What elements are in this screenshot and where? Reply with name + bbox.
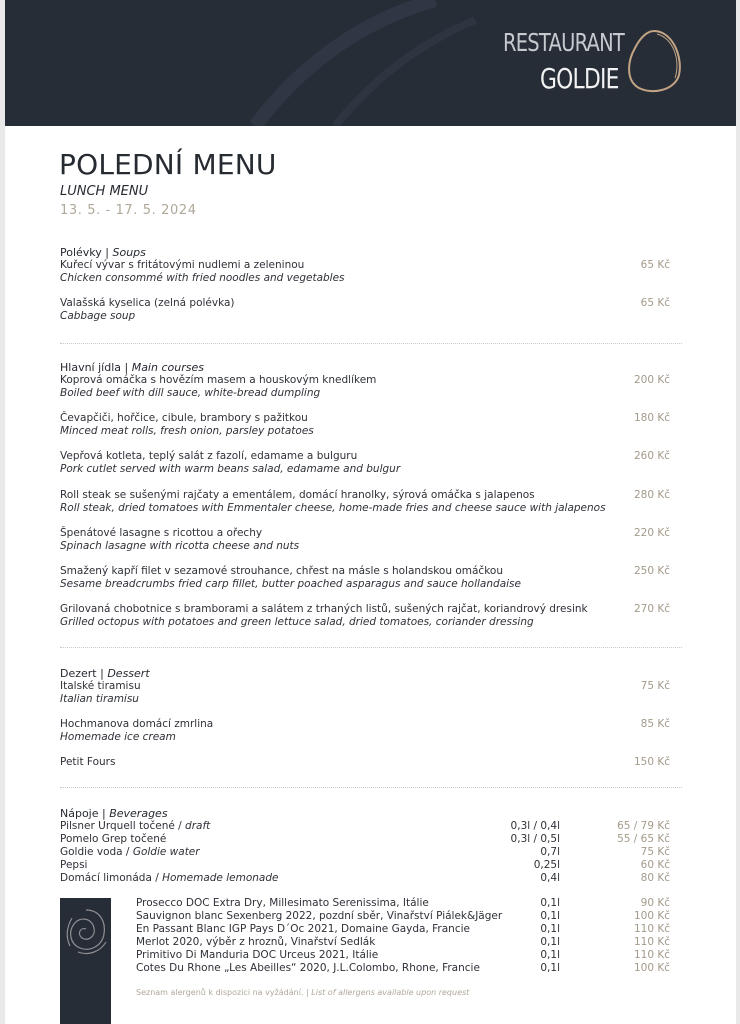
- menu-item-translation: Boiled beef with dill sauce, white-bread dumpling: [60, 387, 321, 399]
- allergen-note-en: List of allergens available upon request: [311, 988, 470, 997]
- heading-cz: Hlavní jídla |: [60, 361, 132, 374]
- brand-line1: RESTAURANT: [503, 28, 625, 57]
- beverage-price: 75 Kč: [640, 846, 670, 858]
- egg-logo-icon: [623, 28, 685, 96]
- section-heading-beverages: [60, 807, 168, 820]
- menu-item-price: 260 Kč: [633, 450, 670, 462]
- page-subtitle: LUNCH MENU: [60, 184, 149, 199]
- menu-item-translation: Spinach lasagne with ricotta cheese and nuts: [60, 540, 300, 552]
- menu-item-translation: Minced meat rolls, fresh onion, parsley potatoes: [60, 425, 314, 437]
- heading-en: Dessert: [107, 667, 150, 680]
- section-divider: [60, 787, 682, 788]
- wine-volume: 0,1l: [540, 923, 560, 935]
- heading-en: Main courses: [131, 361, 204, 374]
- wine-name: En Passant Blanc IGP Pays D´Oc 2021, Domaine Gayda, Francie: [136, 923, 470, 935]
- menu-item-translation: Italian tiramisu: [60, 693, 139, 705]
- wine-price: 110 Kč: [633, 949, 670, 961]
- shell-icon: [60, 902, 111, 962]
- wine-price: 110 Kč: [633, 923, 670, 935]
- menu-item-name: Roll steak se sušenými rajčaty a ementálem, domácí hranolky, sýrová omáčka s jalapenos: [60, 489, 535, 501]
- menu-item-translation: Chicken consommé with fried noodles and vegetables: [60, 272, 345, 284]
- header-banner: [5, 0, 736, 126]
- beverage-name: [60, 820, 210, 832]
- beverage-name-en: draft: [185, 820, 211, 832]
- wine-price: 110 Kč: [633, 936, 670, 948]
- heading-cz: Polévky |: [60, 246, 113, 259]
- heading-en: Beverages: [109, 807, 168, 820]
- wine-volume: 0,1l: [540, 936, 560, 948]
- menu-item-name: Valašská kyselica (zelná polévka): [60, 297, 235, 309]
- menu-item-name: Grilovaná chobotnice s bramborami a salátem z trhaných listů, sušených rajčat, koriandrový dresink: [60, 603, 588, 615]
- wine-name: Cotes Du Rhone „Les Abeilles“ 2020, J.L.Colombo, Rhone, Francie: [136, 962, 480, 974]
- beverage-volume: 0,4l: [540, 872, 560, 884]
- menu-item-name: Petit Fours: [60, 756, 116, 768]
- wine-volume: 0,1l: [540, 962, 560, 974]
- beverage-volume: 0,3l / 0,4l: [510, 820, 560, 832]
- beverage-name-cz: Pilsner Urquell točené /: [60, 820, 186, 832]
- beverage-name-cz: Pomelo Grep točené: [60, 833, 167, 845]
- menu-item-translation: Homemade ice cream: [60, 731, 176, 743]
- beverage-price: 55 / 65 Kč: [617, 833, 670, 845]
- brand-line2: GOLDIE: [540, 62, 619, 95]
- beverage-price: 80 Kč: [640, 872, 670, 884]
- menu-sheet: [5, 0, 736, 1024]
- menu-item-translation: Roll steak, dried tomatoes with Emmentaler cheese, home-made fries and cheese sauce with jalapenos: [60, 502, 606, 514]
- menu-item-price: 65 Kč: [640, 259, 670, 271]
- menu-item-translation: Grilled octopus with potatoes and green lettuce salad, dried tomatoes, coriander dressing: [60, 616, 534, 628]
- menu-item-price: 65 Kč: [640, 297, 670, 309]
- beverage-volume: 0,7l: [540, 846, 560, 858]
- allergen-note-cz: Seznam alergenů k dispozici na vyžádání. |: [136, 988, 312, 997]
- shell-emblem-panel: [60, 898, 111, 1024]
- wine-name: Prosecco DOC Extra Dry, Millesimato Serenissima, Itálie: [136, 897, 429, 909]
- menu-dates: 13. 5. - 17. 5. 2024: [60, 203, 197, 218]
- section-heading-soups: [60, 246, 146, 259]
- menu-item-price: 280 Kč: [633, 489, 670, 501]
- section-divider: [60, 647, 682, 648]
- beverage-volume: 0,3l / 0,5l: [510, 833, 560, 845]
- beverage-price: 60 Kč: [640, 859, 670, 871]
- beverage-name-cz: Pepsi: [60, 859, 88, 871]
- menu-item-name: Italské tiramisu: [60, 680, 141, 692]
- menu-item-name: Smažený kapří filet v sezamové strouhance, chřest na másle s holandskou omáčkou: [60, 565, 503, 577]
- menu-item-price: 75 Kč: [640, 680, 670, 692]
- beverage-name-en: Goldie water: [132, 846, 200, 858]
- beverage-name: [60, 872, 278, 884]
- menu-item-name: Koprová omáčka s hovězím masem a houskovým knedlíkem: [60, 374, 377, 386]
- beverage-volume: 0,25l: [533, 859, 560, 871]
- menu-item-price: 220 Kč: [633, 527, 670, 539]
- section-heading-desserts: [60, 667, 150, 680]
- wine-price: 100 Kč: [633, 910, 670, 922]
- beverage-name: [60, 859, 87, 871]
- menu-item-translation: Sesame breadcrumbs fried carp fillet, butter poached asparagus and sauce hollandaise: [60, 578, 521, 590]
- wine-volume: 0,1l: [540, 897, 560, 909]
- beverage-name-cz: Goldie voda /: [60, 846, 133, 858]
- heading-en: Soups: [112, 246, 146, 259]
- menu-item-name: Špenátové lasagne s ricottou a ořechy: [60, 527, 263, 539]
- wine-name: Sauvignon blanc Sexenberg 2022, pozdní sběr, Vinařství Piálek&Jäger: [136, 910, 503, 922]
- menu-item-price: 270 Kč: [633, 603, 670, 615]
- beverage-name: [60, 833, 166, 845]
- menu-item-price: 180 Kč: [633, 412, 670, 424]
- beverage-name: [60, 846, 200, 858]
- section-heading-mains: [60, 361, 204, 374]
- wine-volume: 0,1l: [540, 949, 560, 961]
- menu-item-price: 150 Kč: [633, 756, 670, 768]
- menu-item-price: 250 Kč: [633, 565, 670, 577]
- wine-price: 100 Kč: [633, 962, 670, 974]
- menu-item-name: Vepřová kotleta, teplý salát z fazolí, edamame a bulguru: [60, 450, 358, 462]
- wine-name: Merlot 2020, výběr z hroznů, Vinařství Sedlák: [136, 936, 376, 948]
- menu-item-translation: Cabbage soup: [60, 310, 136, 322]
- section-divider: [60, 343, 682, 344]
- menu-item-price: 85 Kč: [640, 718, 670, 730]
- heading-cz: Nápoje |: [60, 807, 110, 820]
- wine-name: Primitivo Di Manduria DOC Urceus 2021, Itálie: [136, 949, 379, 961]
- beverage-name-cz: Domácí limonáda /: [60, 872, 163, 884]
- wine-price: 90 Kč: [640, 897, 670, 909]
- menu-item-price: 200 Kč: [633, 374, 670, 386]
- menu-item-translation: Pork cutlet served with warm beans salad, edamame and bulgur: [60, 463, 401, 475]
- heading-cz: Dezert |: [60, 667, 108, 680]
- wine-volume: 0,1l: [540, 910, 560, 922]
- menu-item-name: Čevapčiči, hořčice, cibule, brambory s pažitkou: [60, 412, 308, 424]
- page-title: POLEDNÍ MENU: [59, 148, 277, 181]
- allergen-note: [136, 988, 469, 997]
- menu-item-name: Hochmanova domácí zmrlina: [60, 718, 214, 730]
- beverage-name-en: Homemade lemonade: [162, 872, 279, 884]
- beverage-price: 65 / 79 Kč: [617, 820, 670, 832]
- menu-item-name: Kuřecí vývar s fritátovými nudlemi a zeleninou: [60, 259, 305, 271]
